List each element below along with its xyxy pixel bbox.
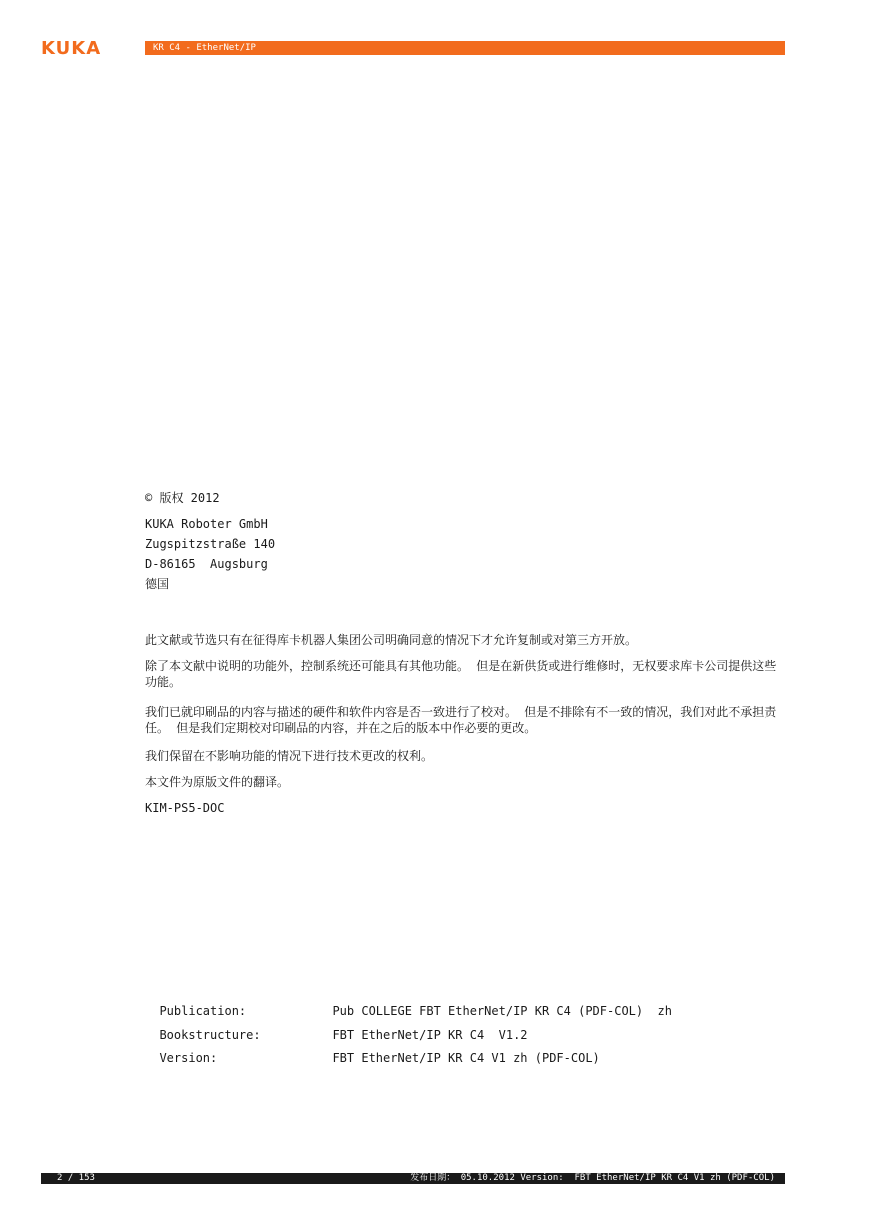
country: 德国 <box>145 577 170 591</box>
notice-paragraph: 本文件为原版文件的翻译。 <box>145 775 290 789</box>
city-address: D-86165 Augsburg <box>145 557 268 571</box>
notice-paragraph: 我们保留在不影响功能的情况下进行技术更改的权利。 <box>145 749 434 763</box>
version-value: FBT EtherNet/IP KR C4 V1 zh (PDF-COL) <box>332 1051 600 1065</box>
version-row <box>145 1034 600 1066</box>
publication-value: Pub COLLEGE FBT EtherNet/IP KR C4 (PDF-COL) zh <box>332 1004 673 1018</box>
bookstructure-value: FBT EtherNet/IP KR C4 V1.2 <box>332 1028 528 1042</box>
notice-paragraph: 我们已就印刷品的内容与描述的硬件和软件内容是否一致进行了校对。 但是不排除有不一致的情况，我们对此不承担责任。 但是我们定期校对印刷品的内容，并在之后的版本中作必要的更改。 <box>145 705 777 735</box>
address-block <box>145 514 275 594</box>
version-label: Version: <box>159 1051 218 1065</box>
publication-label: Publication: <box>159 1004 247 1018</box>
footer-bar <box>41 1173 785 1184</box>
company-name: KUKA Roboter GmbH <box>145 517 268 531</box>
bookstructure-label: Bookstructure: <box>159 1028 261 1042</box>
document-id: KIM-PS5-DOC <box>145 801 225 815</box>
document-title: KR C4 - EtherNet/IP <box>153 43 256 53</box>
kuka-logo: KUKA <box>41 38 102 59</box>
header-bar <box>145 41 785 55</box>
notice-paragraph: 除了本文献中说明的功能外，控制系统还可能具有其他功能。 但是在新供货或进行维修时，无权要求库卡公司提供这些功能。 <box>145 659 777 689</box>
notice-paragraph: 此文献或节选只有在征得库卡机器人集团公司明确同意的情况下才允许复制或对第三方开放。 <box>145 633 638 647</box>
street-address: Zugspitzstraße 140 <box>145 537 276 551</box>
copyright-line: © 版权 2012 <box>145 491 220 505</box>
page-number: 2 / 153 <box>57 1173 95 1183</box>
copyright-block <box>145 488 220 508</box>
footer-info: 发布日期： 05.10.2012 Version: FBT EtherNet/IP KR C4 V1 zh (PDF-COL) <box>410 1173 775 1183</box>
